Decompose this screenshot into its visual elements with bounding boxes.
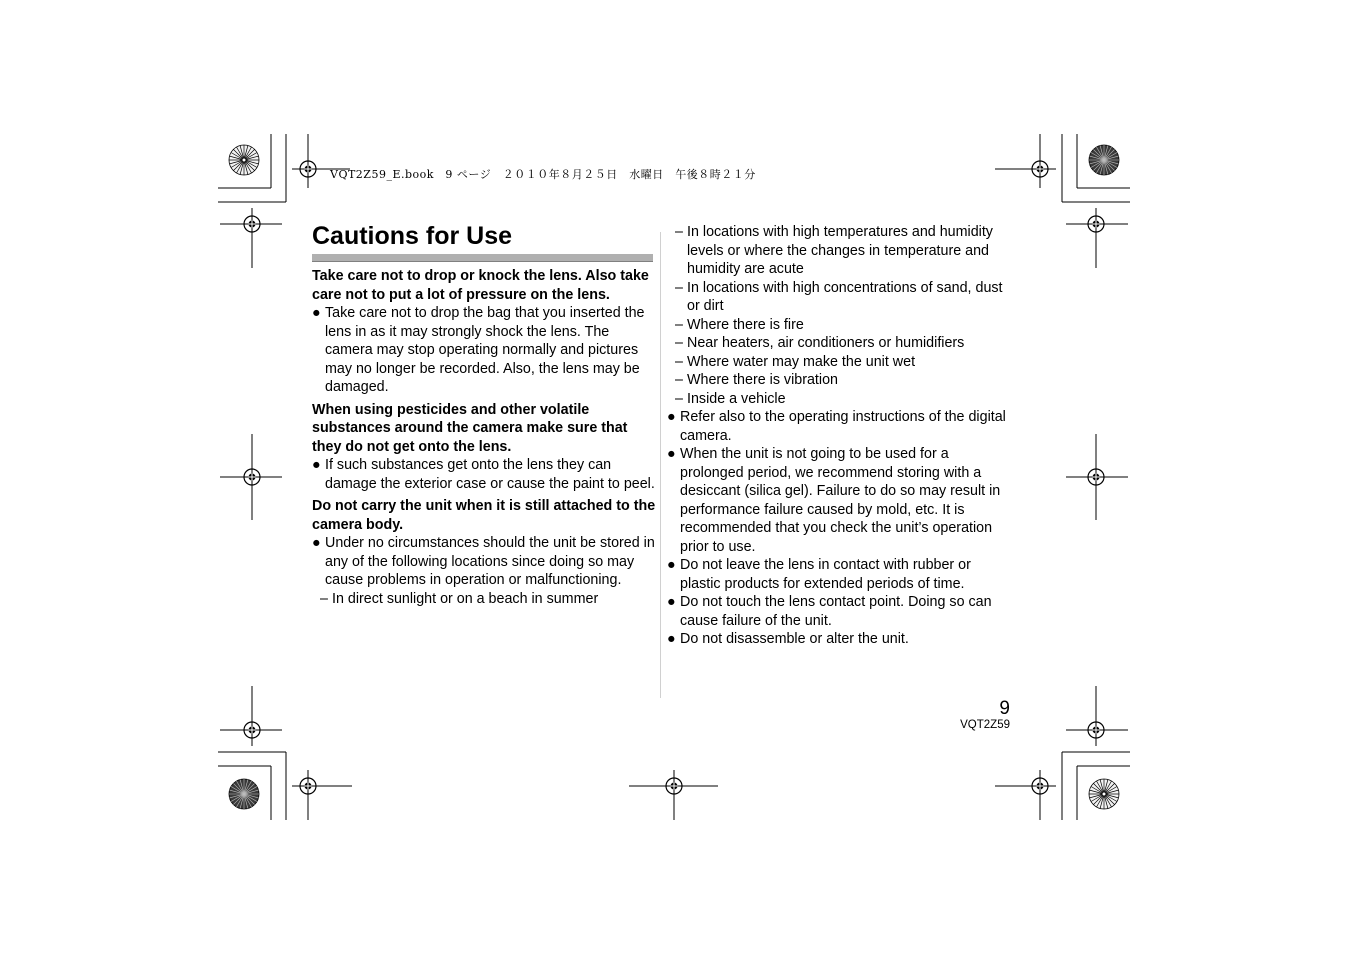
- bullet-text: Do not disassemble or alter the unit.: [680, 631, 909, 647]
- dash-marker: –: [675, 353, 683, 370]
- dash-text: Where water may make the unit wet: [687, 353, 916, 370]
- model-code: VQT2Z59: [960, 719, 1010, 731]
- bullet-marker: ●: [667, 631, 676, 647]
- dash-marker: –: [320, 590, 328, 607]
- bullet-text: If such substances get onto the lens they can damage the exterior case or cause the paint to peel.: [325, 457, 655, 492]
- bullet-text: Under no circumstances should the unit be stored in any of the following locations since doing so may cause problems in operation or malfunctioning.: [325, 535, 655, 588]
- bullet-marker: ●: [667, 557, 676, 573]
- bullet-item: [312, 304, 657, 397]
- bullet-text: When the unit is not going to be used for a prolonged period, we recommend storing with a desiccant (silica gel). Failure to do so may result in performance failure caused by mold, etc. It is recommended that you check the unit’s operation prior to use.: [680, 446, 1001, 555]
- bullet-marker: ●: [667, 409, 676, 425]
- right-column: [667, 223, 1012, 649]
- bullet-item: [667, 630, 1012, 649]
- dash-marker: –: [675, 316, 683, 333]
- dash-item: [312, 590, 657, 609]
- section-heading-carry: Do not carry the unit when it is still attached to the camera body.: [312, 498, 656, 533]
- dash-item: [667, 390, 1012, 409]
- dash-item: [667, 316, 1012, 335]
- dash-item: [667, 334, 1012, 353]
- bullet-item: [667, 593, 1012, 630]
- bullet-item: [667, 445, 1012, 556]
- bullet-text: Do not leave the lens in contact with rubber or plastic products for extended periods of time.: [680, 557, 971, 592]
- page-title: Cautions for Use: [312, 222, 513, 250]
- column-divider: [660, 232, 661, 698]
- dash-text: Where there is vibration: [687, 372, 838, 388]
- dash-text: Where there is fire: [687, 316, 804, 333]
- dash-marker: –: [675, 335, 683, 351]
- bullet-marker: ●: [312, 305, 321, 321]
- bullet-marker: ●: [312, 457, 321, 473]
- print-slug-header: VQT2Z59_E.book 9 ページ ２０１０年８月２５日 水曜日 午後８時２１分: [330, 168, 756, 181]
- dash-marker: –: [675, 390, 683, 407]
- dash-text: Inside a vehicle: [687, 390, 786, 407]
- dash-item: [667, 353, 1012, 372]
- bullet-item: [667, 408, 1012, 445]
- dash-text: In locations with high concentrations of sand, dust or dirt: [687, 279, 1003, 314]
- dash-marker: –: [675, 372, 683, 388]
- bullet-marker: ●: [312, 535, 321, 551]
- section-heading-drop: Take care not to drop or knock the lens. Also take care not to put a lot of pressure on the lens.: [312, 268, 649, 303]
- bullet-item: [312, 456, 657, 493]
- dash-text: In locations with high temperatures and humidity levels or where the changes in temperature and humidity are acute: [687, 224, 993, 277]
- section-heading-pesticides: When using pesticides and other volatile substances around the camera make sure that they do not get onto the lens.: [312, 401, 628, 455]
- dash-text: In direct sunlight or on a beach in summer: [332, 590, 599, 607]
- dash-item: [667, 371, 1012, 390]
- bullet-marker: ●: [667, 446, 676, 462]
- dash-item: [667, 223, 1012, 279]
- bullet-text: Take care not to drop the bag that you inserted the lens in as it may strongly shock the lens. The camera may stop operating normally and pictures may no longer be recorded. Also, the lens may be damaged.: [325, 305, 645, 395]
- dash-marker: –: [675, 224, 683, 240]
- bullet-text: Do not touch the lens contact point. Doing so can cause failure of the unit.: [680, 594, 992, 629]
- bullet-marker: ●: [667, 594, 676, 610]
- bullet-item: [312, 534, 657, 590]
- title-underline: [312, 254, 653, 262]
- dash-text: Near heaters, air conditioners or humidifiers: [687, 335, 965, 351]
- page-number: 9: [999, 698, 1010, 719]
- bullet-text: Refer also to the operating instructions of the digital camera.: [680, 409, 1006, 444]
- left-column: [312, 267, 657, 608]
- bullet-item: [667, 556, 1012, 593]
- dash-item: [667, 279, 1012, 316]
- dash-marker: –: [675, 279, 683, 296]
